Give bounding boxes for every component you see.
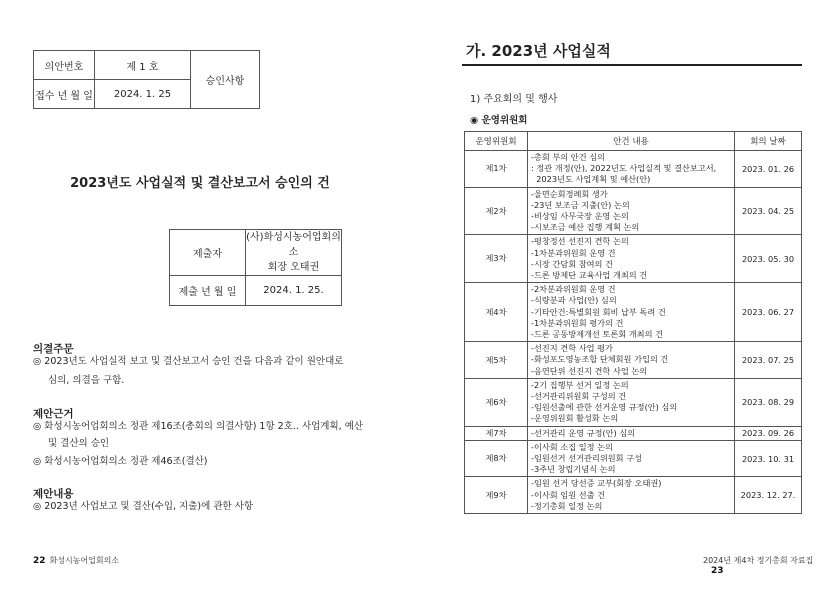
- session-cell: 제6차: [465, 378, 528, 426]
- left-footer-org: 화성시농어업회의소: [49, 556, 120, 565]
- basis-line-2: 및 결산의 승인: [48, 438, 110, 449]
- submitter-label: 제출자: [170, 230, 246, 276]
- date-cell: 2023. 05. 30: [735, 235, 802, 283]
- submitter-org: (사)화성시농어업회의소: [246, 232, 341, 258]
- date-cell: 2023. 04. 25: [735, 187, 802, 235]
- session-cell: 제2차: [465, 187, 528, 235]
- received-date-label: 접수 년 월 일: [34, 80, 95, 109]
- agenda-no-value: 제 1 호: [95, 51, 191, 80]
- basis-line-3: ◎ 화성시농어업회의소 정관 제46조(결산): [33, 456, 208, 467]
- agenda-item: -드론 공동방제개선 토론회 개최의 건: [531, 329, 664, 340]
- right-footer: [703, 555, 835, 576]
- agenda-cell: [528, 283, 735, 342]
- session-cell: 제1차: [465, 151, 528, 188]
- contents-line-1: ◎ 2023년 사업보고 및 결산(수입, 지출)에 관한 사항: [33, 501, 254, 512]
- agenda-item: -총회 부의 안건 심의: [531, 152, 606, 162]
- title-rule: [462, 64, 802, 66]
- date-cell: 2023. 06. 27: [735, 283, 802, 342]
- agenda-no-label: 의안번호: [34, 51, 95, 80]
- resolution-heading: 의결주문: [33, 343, 74, 355]
- agenda-item: -이사회 소집 일정 논의: [531, 441, 613, 452]
- agenda-item: -음연단위 선진지 견학 사업 논의: [531, 365, 648, 376]
- contents-heading: 제안내용: [33, 488, 74, 500]
- schedule-row: [465, 440, 802, 477]
- schedule-row: [465, 235, 802, 283]
- agenda-item: -임원 선거 당선증 교부(회장 오태권): [531, 478, 662, 489]
- session-cell: 제5차: [465, 342, 528, 379]
- agenda-item: -1차분과위원회 운영 건: [531, 247, 616, 258]
- date-cell: 2023. 08. 29: [735, 378, 802, 426]
- resolution-line-2: 심의, 의결을 구함.: [48, 375, 125, 386]
- date-cell: 2023. 01. 26: [735, 151, 802, 188]
- agenda-item: -시보조금 예산 집행 계획 논의: [531, 222, 640, 233]
- schedule-row: [465, 378, 802, 426]
- right-page-subtitle: 1) 주요회의 및 행사: [470, 94, 558, 105]
- header-session: 운영위원회: [465, 132, 528, 151]
- resolution-line-1: ◎ 2023년도 사업실적 보고 및 결산보고서 승인 건을 다음과 같이 원안대로: [33, 356, 344, 367]
- submit-date-label: 제출 년 월 일: [170, 276, 246, 306]
- schedule-row: [465, 151, 802, 188]
- agenda-item: -선거관리 운영 규정(안) 심의: [531, 427, 636, 438]
- right-page-title: 가. 2023년 사업실적: [466, 42, 611, 60]
- agenda-cell: [528, 151, 735, 188]
- agenda-item: -3주년 창립기념식 논의: [531, 464, 616, 475]
- committee-label: ◉ 운영위원회: [470, 115, 528, 126]
- agenda-item: -화성포도영농조합 단체회원 가입의 건: [531, 354, 669, 365]
- agenda-item: -울면순회정례회 생가: [531, 188, 608, 199]
- agenda-item: -선진지 견학 사업 평가: [531, 343, 613, 354]
- agenda-cell: [528, 477, 735, 514]
- schedule-row: [465, 283, 802, 342]
- date-cell: 2023. 10. 31: [735, 440, 802, 477]
- agenda-cell: [528, 426, 735, 440]
- left-page-number: 22: [33, 556, 46, 566]
- agenda-item: -식량분과 사업(안) 심의: [531, 295, 617, 306]
- agenda-item: -이사회 임원 선출 건: [531, 489, 606, 500]
- session-cell: 제9차: [465, 477, 528, 514]
- agenda-cell: [528, 187, 735, 235]
- schedule-row: [465, 477, 802, 514]
- agenda-cell: [528, 378, 735, 426]
- document-title: 2023년도 사업실적 및 결산보고서 승인의 건: [70, 176, 330, 191]
- agenda-item: -2기 집행부 선거 일정 논의: [531, 379, 629, 390]
- submitter-name: 회장 오태권: [267, 262, 320, 273]
- agenda-item: -드론 방제단 교육사업 개최의 건: [531, 270, 648, 281]
- schedule-row: [465, 426, 802, 440]
- basis-line-1: ◎ 화성시농어업회의소 정관 제16조(총회의 의결사항) 1항 2호.. 사업계획, 예산: [33, 421, 364, 432]
- right-footer-doc: 2024년 제4차 정기총회 자료집: [703, 556, 814, 565]
- session-cell: 제7차: [465, 426, 528, 440]
- date-cell: 2023. 09. 26: [735, 426, 802, 440]
- schedule-row: [465, 342, 802, 379]
- schedule-row: [465, 187, 802, 235]
- agenda-item: -임원선거 선거관리위원회 구성: [531, 453, 642, 464]
- agenda-item: -임원선출에 관한 선거운영 규정(안) 심의: [531, 402, 678, 413]
- agenda-cell: [528, 342, 735, 379]
- committee-schedule-table: [464, 131, 802, 514]
- agenda-item: -2차분과위원회 운영 건: [531, 284, 616, 295]
- agenda-item: : 정관 개정(안), 2022년도 사업실적 및 결산보고서,: [531, 163, 717, 174]
- session-cell: 제8차: [465, 440, 528, 477]
- agenda-item: -1차분과위원회 평가의 건: [531, 317, 624, 328]
- header-date: 회의 날짜: [735, 132, 802, 151]
- agenda-category: 승인사항: [191, 51, 260, 109]
- agenda-item: -기타안건:특별회원 회비 납부 독려 건: [531, 306, 666, 317]
- submitter-table: [169, 229, 342, 306]
- agenda-item: -평창정선 선진지 견학 논의: [531, 236, 629, 247]
- date-cell: 2023. 12. 27.: [735, 477, 802, 514]
- received-date-value: 2024. 1. 25: [95, 80, 191, 109]
- agenda-item: -선거관리위원회 구성의 건: [531, 391, 627, 402]
- agenda-item: -정기총회 일정 논의: [531, 500, 603, 511]
- submit-date-value: 2024. 1. 25.: [246, 276, 342, 306]
- left-footer: [33, 555, 119, 566]
- header-agenda: 안건 내용: [528, 132, 735, 151]
- basis-heading: 제안근거: [33, 408, 74, 420]
- agenda-item: -비상임 사무국장 운영 논의: [531, 211, 629, 222]
- agenda-cell: [528, 235, 735, 283]
- agenda-item: -23년 보조금 지출(안) 논의: [531, 199, 630, 210]
- agenda-cell: [528, 440, 735, 477]
- agenda-item: -운영위원회 활성화 논의: [531, 413, 619, 424]
- agenda-item: -시장 간담회 참여의 건: [531, 258, 613, 269]
- right-page-number: 23: [711, 566, 724, 576]
- session-cell: 제4차: [465, 283, 528, 342]
- date-cell: 2023. 07. 25: [735, 342, 802, 379]
- agenda-item: 2023년도 사업계획 및 예산(안): [531, 174, 651, 185]
- agenda-info-table: [33, 50, 260, 109]
- session-cell: 제3차: [465, 235, 528, 283]
